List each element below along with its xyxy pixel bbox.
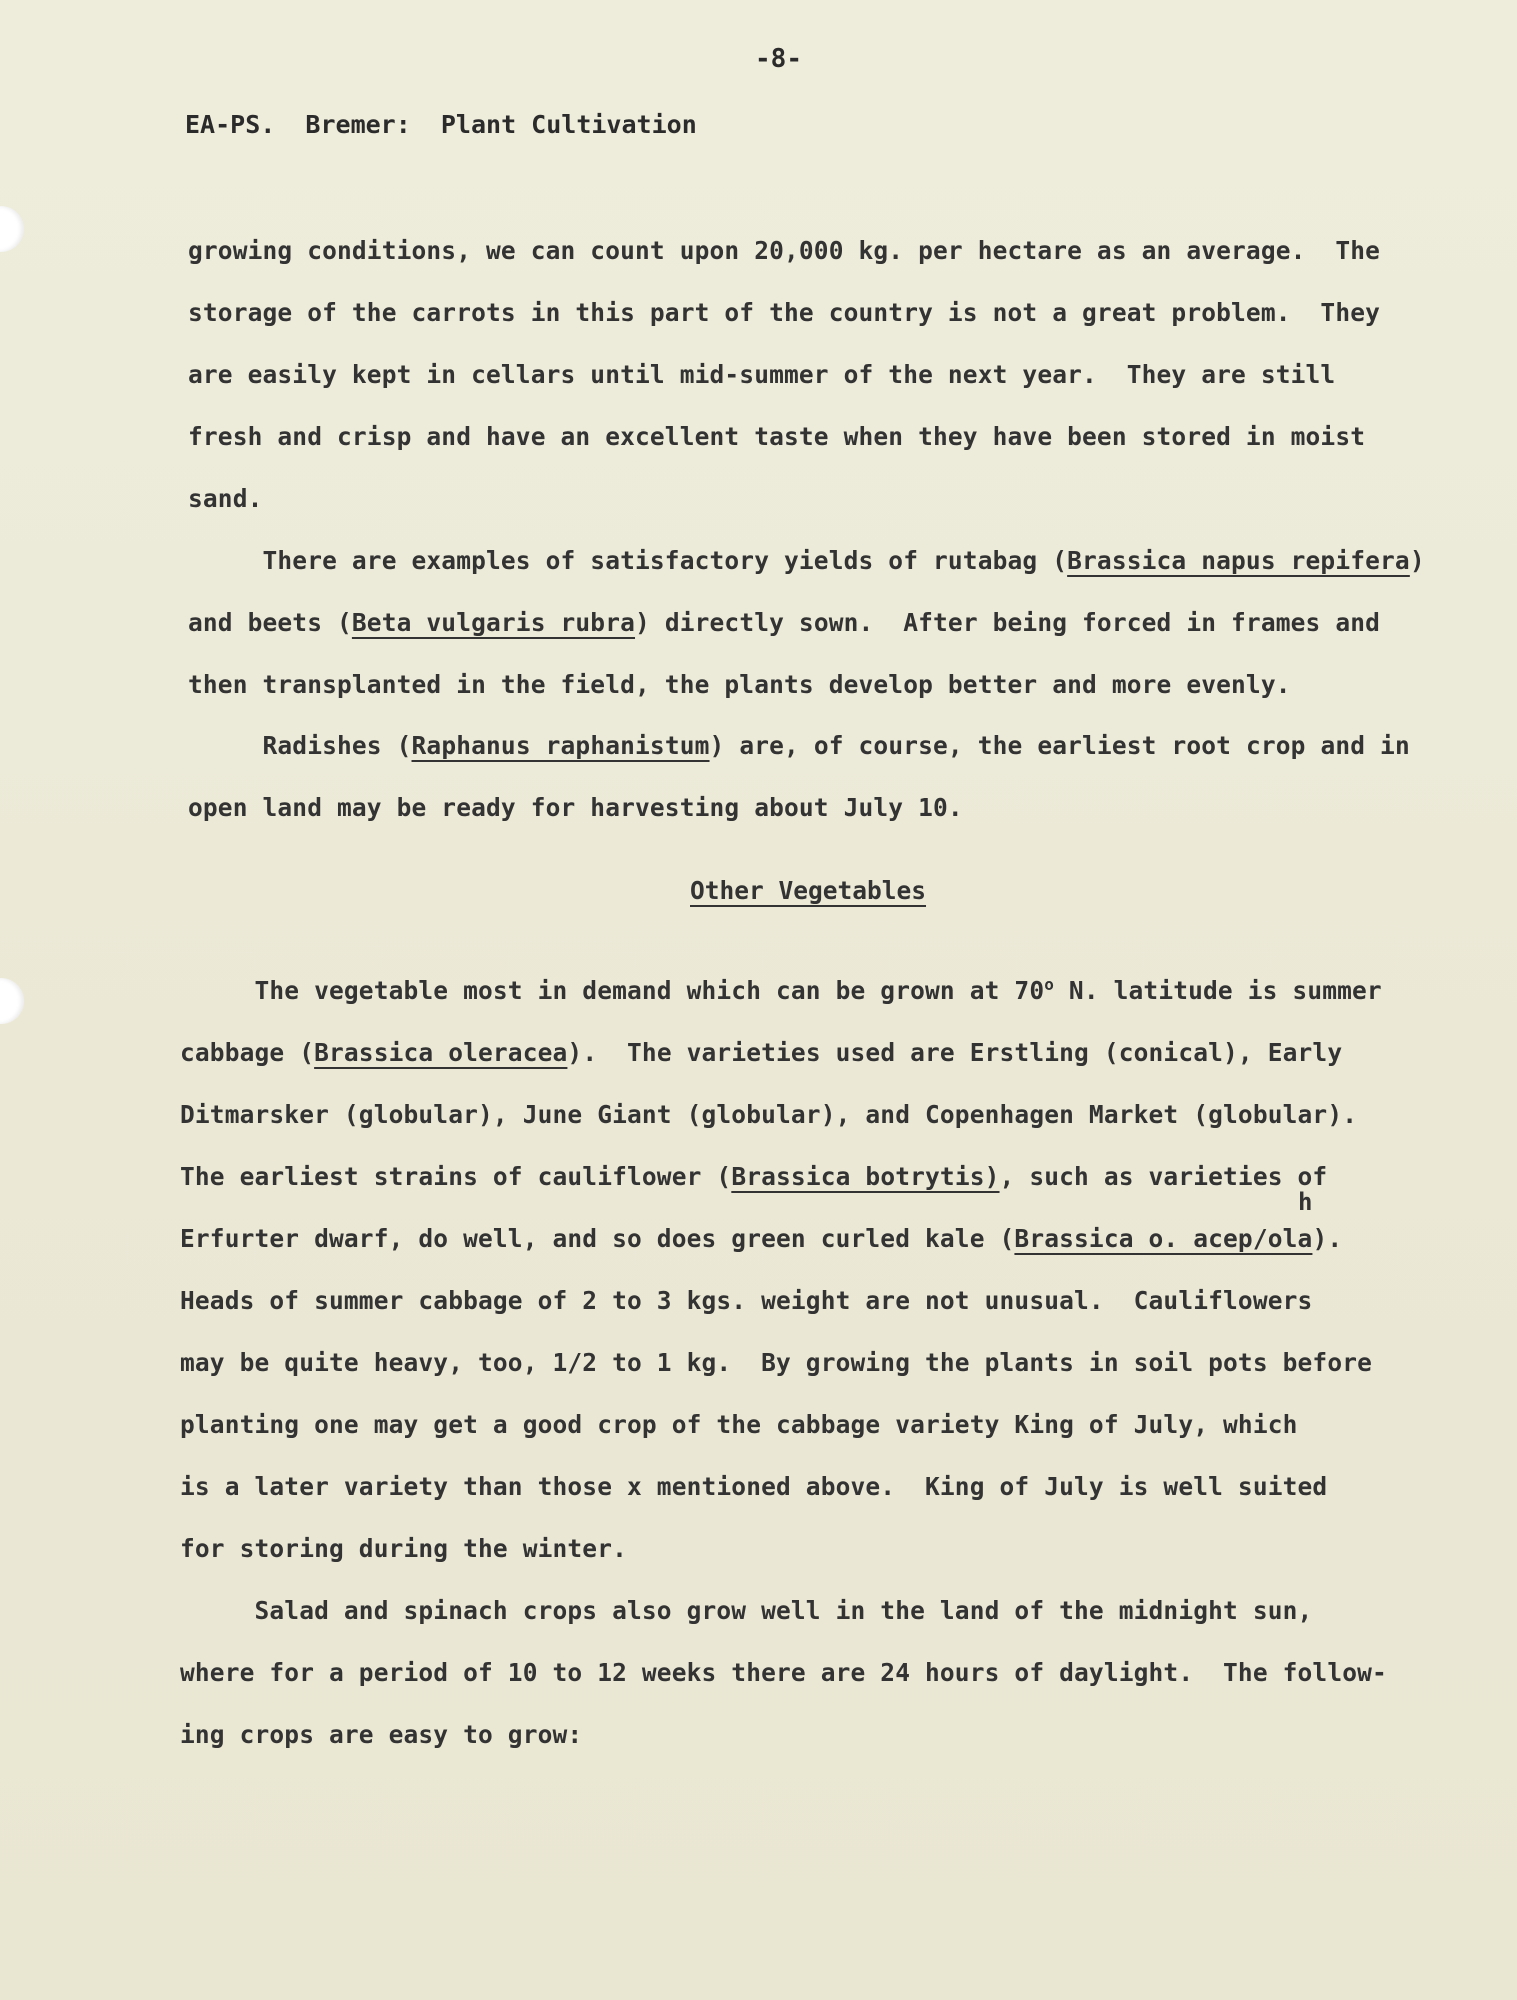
species-name: Beta vulgaris rubra (351, 608, 636, 637)
text-line: fresh and crisp and have an excellent taste when they have been stored in moist (188, 422, 1366, 451)
species-name: Brassica oleracea (314, 1038, 568, 1067)
text-span: ) are, of course, the earliest root crop and in (709, 731, 1410, 760)
overstrike-letter: h (1298, 1188, 1313, 1216)
text-line (180, 960, 1470, 1022)
text-span: ). The varieties used are Erstling (conical), Early (567, 1038, 1343, 1067)
text-span: Radishes ( (188, 731, 412, 760)
text-span: , such as varieties of (999, 1162, 1328, 1191)
punch-hole-top (0, 206, 24, 252)
text-line: sand. (188, 484, 263, 513)
paragraph-1 (188, 220, 1478, 530)
text-line (180, 1022, 1470, 1084)
species-name: Raphanus raphanistum (411, 731, 710, 760)
text-line (180, 1146, 1470, 1208)
text-line: growing conditions, we can count upon 20,000 kg. per hectare as an average. The (188, 236, 1381, 265)
text-line: are easily kept in cellars until mid-summer of the next year. They are still (188, 360, 1336, 389)
text-span: ) (1409, 546, 1425, 575)
text-span: ) directly sown. After being forced in frames and (635, 608, 1381, 637)
text-line: Heads of summer cabbage of 2 to 3 kgs. weight are not unusual. Cauliflowers (180, 1286, 1313, 1315)
paragraph-3 (188, 715, 1478, 839)
text-line (188, 530, 1478, 592)
text-span: N. latitude is summer (1054, 976, 1382, 1005)
text-span: There are examples of satisfactory yields of rutabag ( (188, 546, 1068, 575)
text-span: Erfurter dwarf, do well, and so does green curled kale ( (180, 1224, 1015, 1253)
text-span: The earliest strains of cauliflower ( (180, 1162, 732, 1191)
text-line (180, 1208, 1470, 1270)
text-line: open land may be ready for harvesting about July 10. (188, 793, 963, 822)
text-line: may be quite heavy, too, 1/2 to 1 kg. By growing the plants in soil pots before (180, 1348, 1373, 1377)
text-line: Ditmarsker (globular), June Giant (globular), and Copenhagen Market (globular). (180, 1100, 1358, 1129)
text-line: Salad and spinach crops also grow well in the land of the midnight sun, (180, 1596, 1313, 1625)
text-line: planting one may get a good crop of the cabbage variety King of July, which (180, 1410, 1298, 1439)
text-line (188, 715, 1478, 777)
species-name: Brassica napus repifera (1067, 546, 1410, 575)
degree-mark: o (1044, 974, 1055, 994)
punch-hole-bottom (0, 978, 24, 1024)
section-heading: Other Vegetables (690, 876, 927, 905)
paragraph-2 (188, 530, 1478, 716)
species-name: Brassica botrytis) (731, 1162, 1000, 1191)
text-span: and beets ( (188, 608, 352, 637)
text-line: where for a period of 10 to 12 weeks there are 24 hours of daylight. The follow- (180, 1658, 1387, 1687)
text-span: cabbage ( (180, 1038, 315, 1067)
paragraph-5 (180, 1580, 1470, 1766)
text-line: storage of the carrots in this part of the country is not a great problem. They (188, 298, 1381, 327)
text-span: The vegetable most in demand which can be grown at 70 (180, 976, 1045, 1005)
text-line (188, 592, 1478, 654)
running-head: EA-PS. Bremer: Plant Cultivation (185, 110, 697, 139)
text-line: ing crops are easy to grow: (180, 1720, 583, 1749)
text-line: for storing during the winter. (180, 1534, 628, 1563)
text-span: ). (1312, 1224, 1343, 1253)
page-number: -8- (755, 44, 802, 74)
species-name: Brassica o. acep/ola (1014, 1224, 1313, 1253)
text-line: is a later variety than those x mentioned above. King of July is well suited (180, 1472, 1328, 1501)
paragraph-4 (180, 960, 1470, 1580)
text-line: then transplanted in the field, the plants develop better and more evenly. (188, 670, 1291, 699)
